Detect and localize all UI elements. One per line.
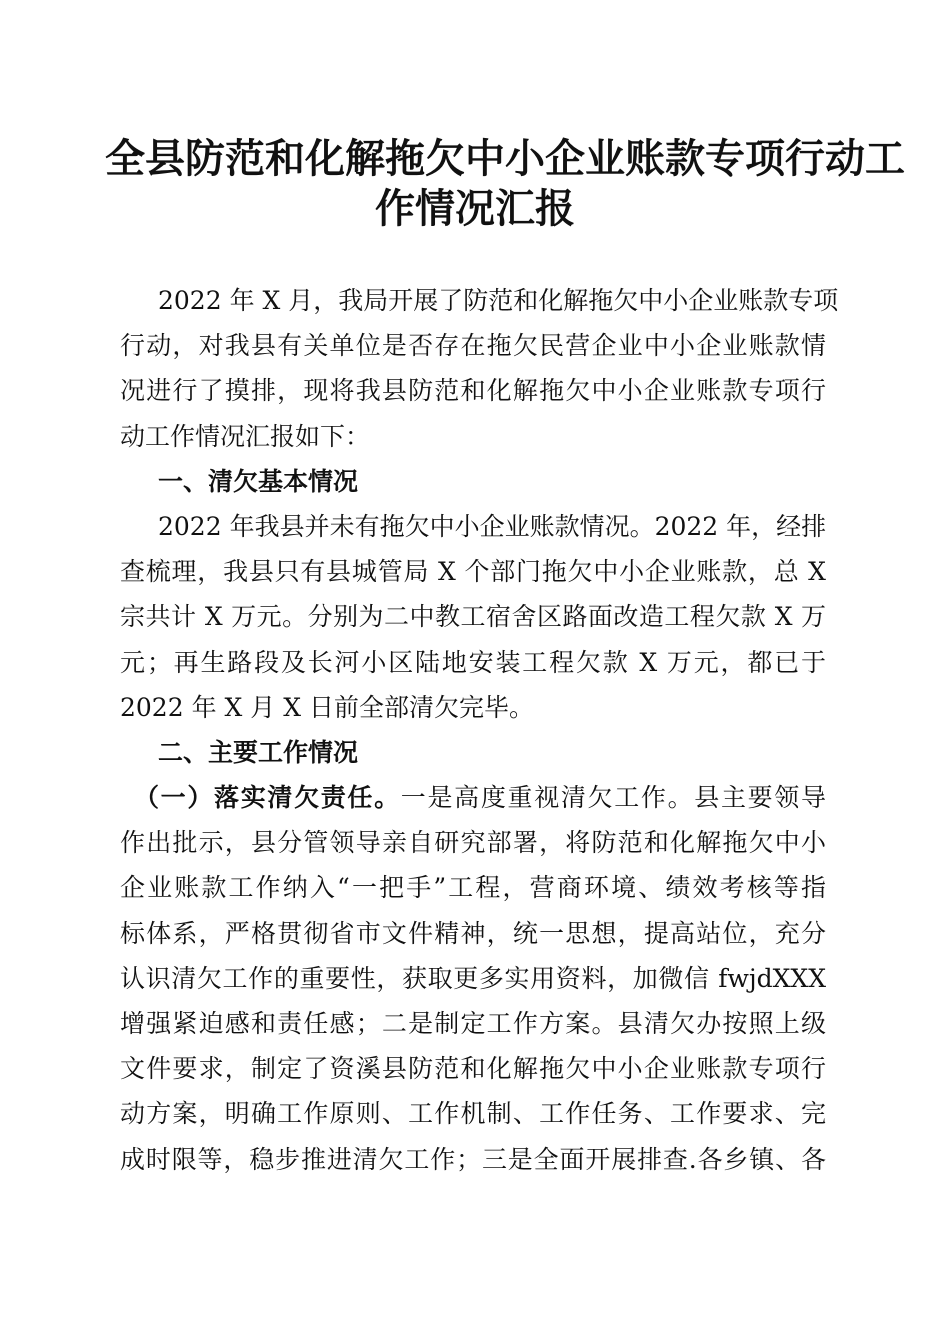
section-heading-1: 一、清欠基本情况: [158, 466, 359, 496]
document-body: [120, 278, 839, 1182]
paragraph-line: 2022 年 X 月，我局开展了防范和化解拖欠中小企业账款专项: [158, 286, 839, 315]
paragraph-line: 元；再生路段及长河小区陆地安装工程欠款 X 万元，都已于: [120, 647, 826, 677]
paragraph-line: 动方案，明确工作原则、工作机制、工作任务、工作要求、完: [120, 1099, 826, 1129]
paragraph-line: 2022 年 X 月 X 日前全部清欠完毕。: [120, 692, 534, 722]
title-line-1: 全县防范和化解拖欠中小企业账款专项行动工: [105, 135, 905, 182]
paragraph-line: 作出批示，县分管领导亲自研究部署，将防范和化解拖欠中小: [120, 828, 826, 858]
document-title: [105, 134, 905, 234]
paragraph-line: 况进行了摸排，现将我县防范和化解拖欠中小企业账款专项行: [120, 376, 826, 406]
paragraph-line: 2022 年我县并未有拖欠中小企业账款情况。2022 年，经排: [158, 511, 827, 541]
paragraph-line: 查梳理，我县只有县城管局 X 个部门拖欠中小企业账款，总 X: [120, 557, 826, 587]
section-heading-2: 二、主要工作情况: [158, 737, 359, 767]
paragraph-line: 宗共计 X 万元。分别为二中教工宿舍区路面改造工程欠款 X 万: [120, 602, 826, 632]
paragraph-line: 标体系，严格贯彻省市文件精神，统一思想，提高站位，充分: [120, 918, 826, 948]
paragraph-text: 一是高度重视清欠工作。县主要领导: [400, 783, 826, 813]
paragraph-line: 文件要求，制定了资溪县防范和化解拖欠中小企业账款专项行: [120, 1054, 826, 1084]
paragraph-line: [120, 775, 826, 820]
paragraph-line: 企业账款工作纳入“一把手”工程，营商环境、绩效考核等指: [120, 873, 826, 903]
paragraph-line: 增强紧迫感和责任感；二是制定工作方案。县清欠办按照上级: [120, 1009, 826, 1038]
paragraph-line: 动工作情况汇报如下：: [120, 421, 371, 451]
paragraph-line: 行动，对我县有关单位是否存在拖欠民营企业中小企业账款情: [120, 331, 826, 361]
paragraph-line: 认识清欠工作的重要性，获取更多实用资料，加微信 fwjdXXX: [120, 963, 826, 993]
paragraph-line: 成时限等，稳步推进清欠工作；三是全面开展排查.各乡镇、各: [120, 1144, 826, 1174]
subsection-lead: （一）落实清欠责任。: [134, 783, 401, 813]
title-line-2: 作情况汇报: [375, 185, 575, 232]
